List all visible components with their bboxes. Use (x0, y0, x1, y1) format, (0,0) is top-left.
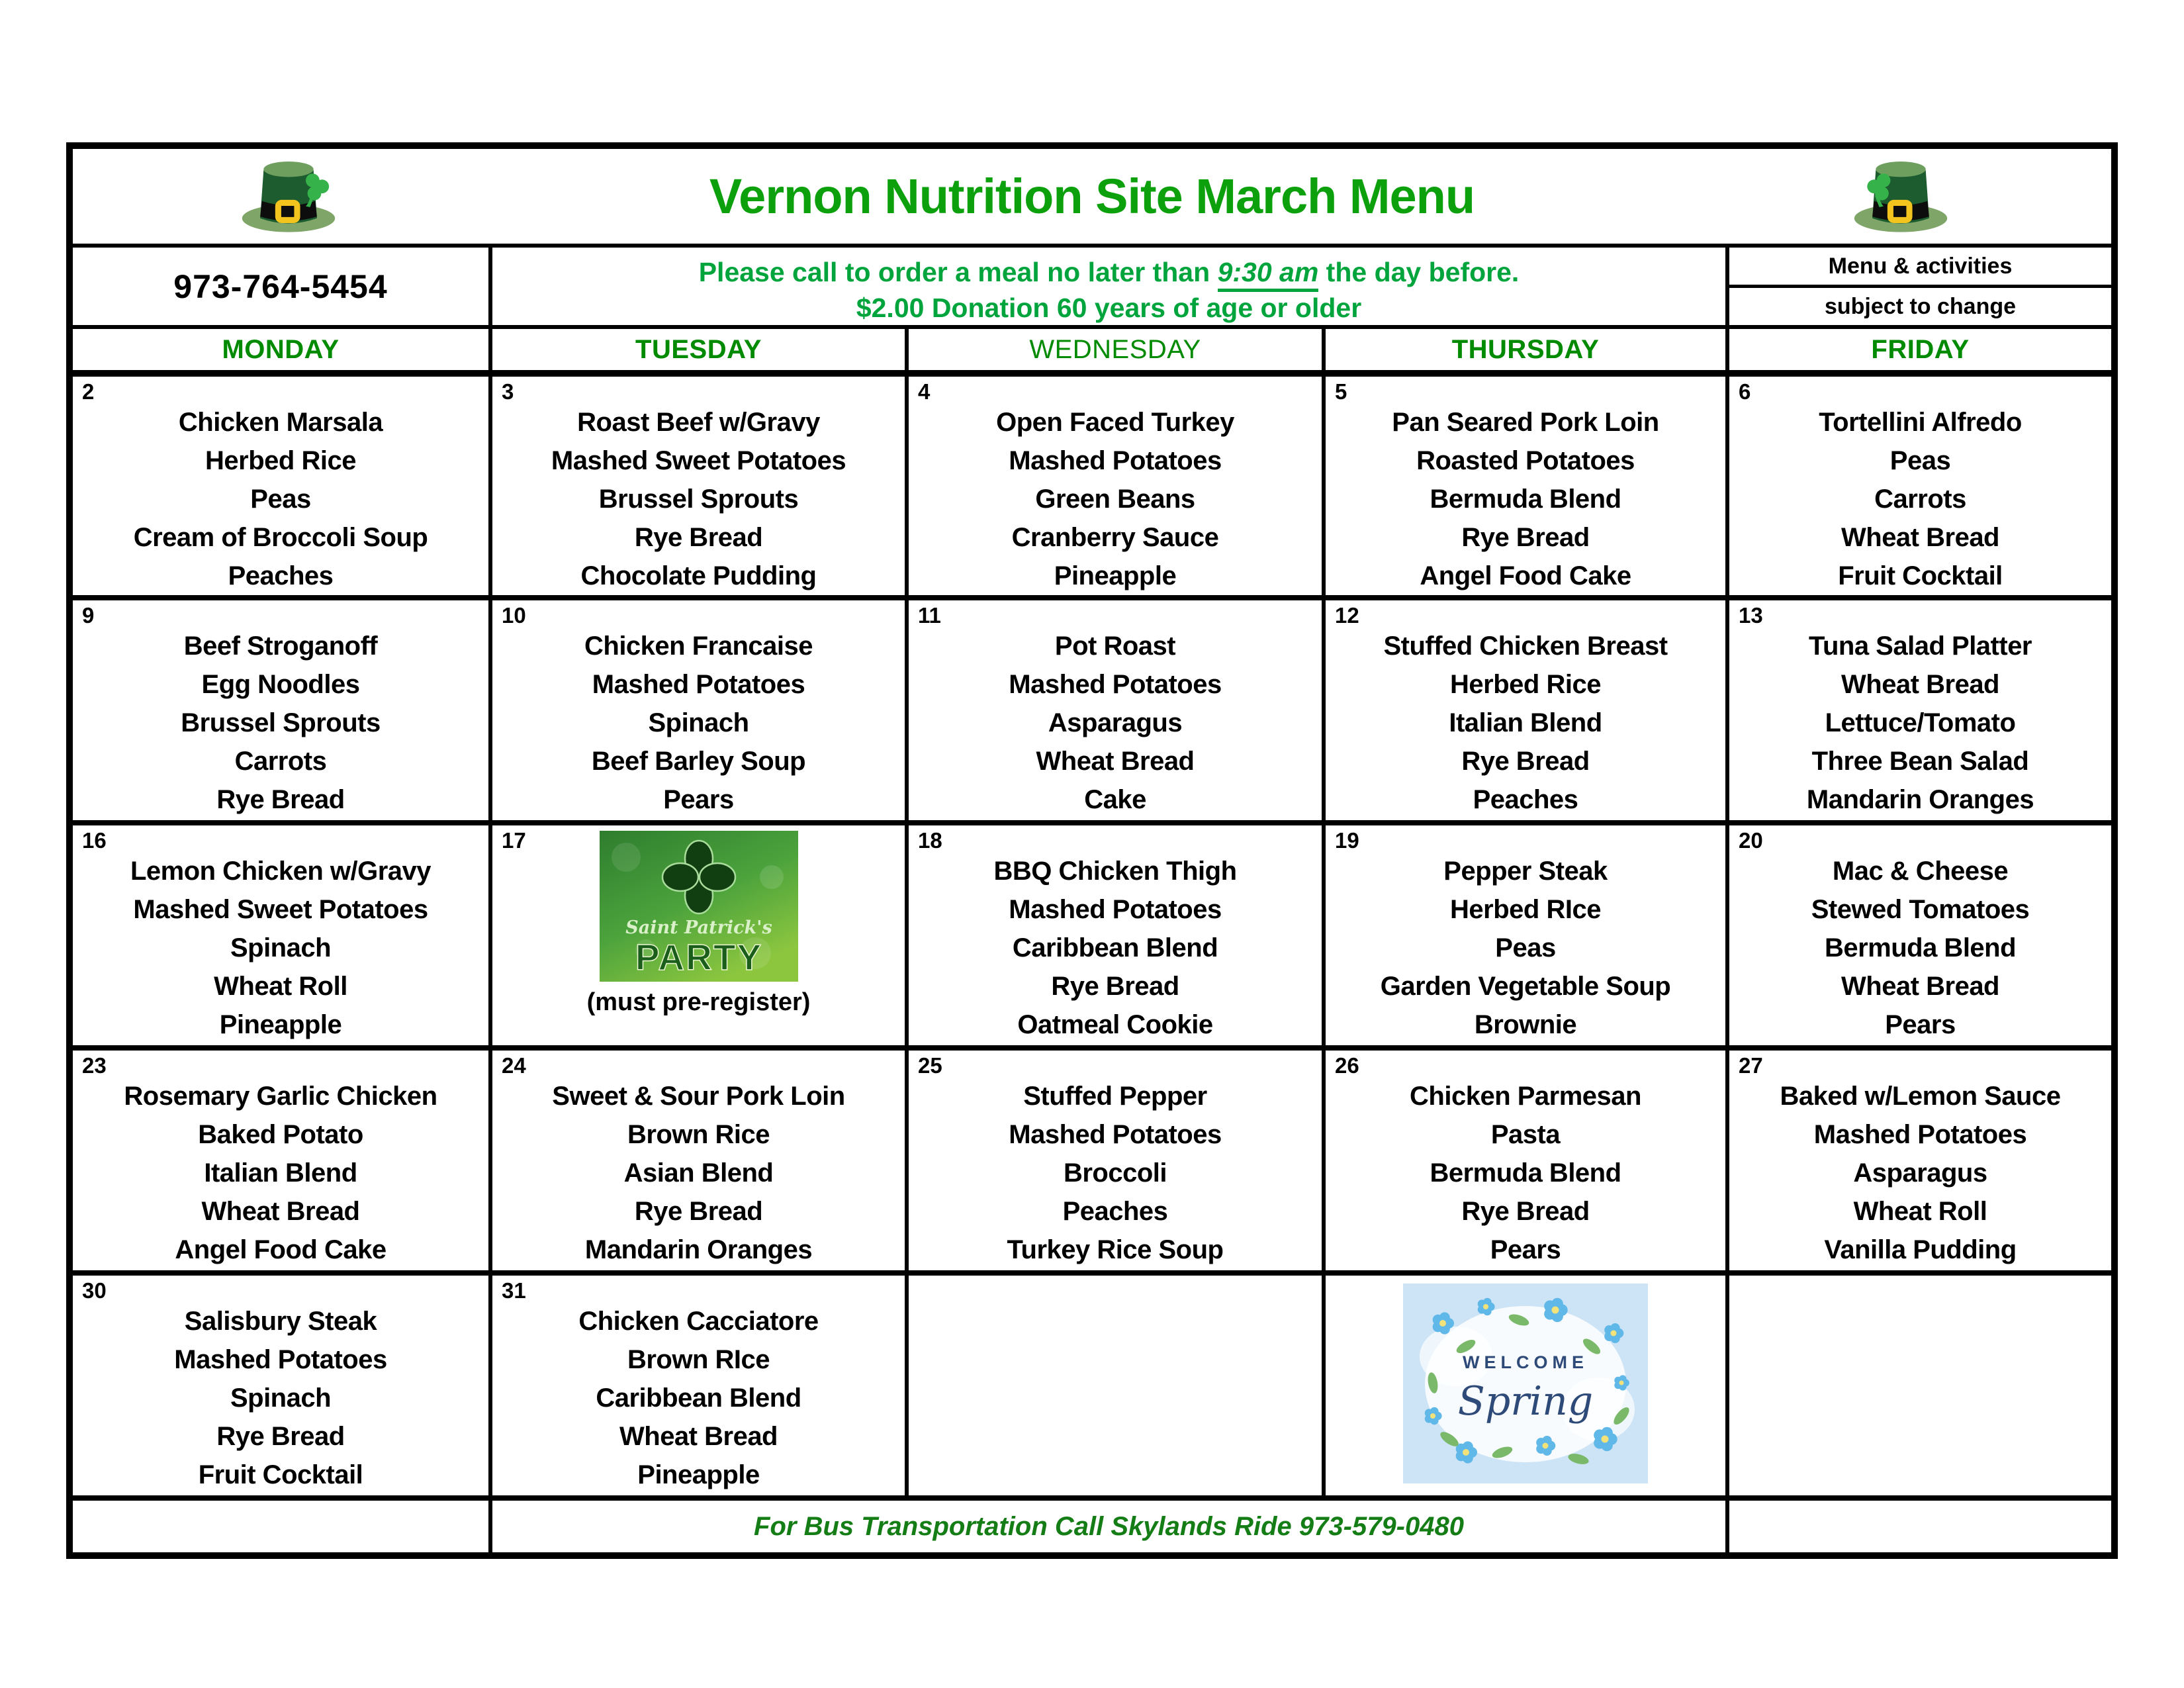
meal-item: Green Beans (1035, 485, 1195, 514)
meal-item: Bermuda Blend (1824, 933, 2017, 962)
meal-item: Peaches (1062, 1197, 1168, 1226)
call-deadline-time: 9:30 am (1218, 257, 1319, 292)
meal-items (1326, 600, 1725, 819)
meal-item: Wheat Roll (214, 972, 347, 1001)
day-number: 20 (1739, 828, 1763, 853)
meal-item: Spinach (230, 1383, 332, 1413)
meal-item: Mashed Potatoes (592, 670, 805, 699)
meal-item: Angel Food Cake (1420, 561, 1631, 590)
meal-item: Pepper Steak (1443, 857, 1608, 886)
menu-cell-day-16 (73, 820, 488, 1045)
meal-item: Vanilla Pudding (1824, 1235, 2017, 1264)
meal-items (909, 377, 1322, 595)
day-number: 30 (82, 1278, 107, 1303)
meal-item: Mashed Potatoes (1009, 895, 1222, 924)
meal-item: Lettuce/Tomato (1825, 708, 2016, 737)
meal-item: Carrots (234, 747, 327, 776)
meal-item: Peas (1495, 933, 1556, 962)
meal-items (1326, 1051, 1725, 1269)
meal-item: Mashed Potatoes (1009, 446, 1222, 475)
bus-transportation-note: For Bus Transportation Call Skylands Ride 973-579-0480 (754, 1511, 1464, 1541)
meal-item: Caribbean Blend (1012, 933, 1218, 962)
meal-item: Wheat Roll (1853, 1197, 1987, 1226)
meal-item: Wheat Bread (619, 1422, 778, 1451)
svg-text:WELCOME: WELCOME (1463, 1352, 1588, 1372)
meal-items (492, 600, 905, 819)
meal-item: Broccoli (1063, 1158, 1167, 1188)
meal-items (909, 825, 1322, 1044)
meal-item: Peas (250, 485, 311, 514)
meal-item: Chicken Francaise (584, 632, 813, 661)
meal-item: Brussel Sprouts (181, 708, 381, 737)
page-title: Vernon Nutrition Site March Menu (709, 169, 1475, 224)
menu-cell-day-5 (1322, 370, 1725, 595)
meal-items (1729, 825, 2111, 1044)
meal-item: Rye Bread (634, 1197, 763, 1226)
meal-item: Lemon Chicken w/Gravy (130, 857, 432, 886)
meal-item: Italian Blend (1449, 708, 1602, 737)
menu-cell-day-31 (488, 1270, 905, 1495)
saint-patricks-party-image (600, 831, 798, 982)
note-line-2: subject to change (1729, 285, 2111, 325)
meal-items (1729, 600, 2111, 819)
meal-item: Brown Rice (627, 1120, 770, 1149)
day-header-tuesday: TUESDAY (488, 325, 905, 370)
menu-table (66, 142, 2118, 1559)
day-number: 16 (82, 828, 107, 853)
meal-item: Cream of Broccoli Soup (133, 523, 428, 552)
meal-item: Brownie (1474, 1010, 1577, 1039)
meal-items (909, 1051, 1322, 1269)
day-number: 6 (1739, 379, 1751, 404)
day-header-monday: MONDAY (73, 325, 488, 370)
meal-items (73, 1276, 488, 1494)
phone-cell (73, 244, 488, 325)
meal-item: Tortellini Alfredo (1819, 408, 2022, 437)
meal-item: Beef Barley Soup (591, 747, 806, 776)
meal-item: Turkey Rice Soup (1007, 1235, 1224, 1264)
menu-cell-day-9 (73, 595, 488, 820)
meal-items (492, 1051, 905, 1269)
menu-cell-day-11 (905, 595, 1322, 820)
menu-cell-day-25 (905, 1045, 1322, 1270)
meal-item: Mashed Sweet Potatoes (133, 895, 428, 924)
day-number: 4 (918, 379, 931, 404)
meal-items (492, 377, 905, 595)
meal-items (73, 377, 488, 595)
meal-item: Pineapple (1054, 561, 1177, 590)
meal-item: Sweet & Sour Pork Loin (552, 1082, 845, 1111)
meal-item: Italian Blend (204, 1158, 357, 1188)
subject-to-change-cell (1725, 244, 2111, 325)
leprechaun-hat-icon (1843, 153, 1959, 239)
meal-item: Pears (663, 785, 734, 814)
meal-item: Rye Bread (1051, 972, 1179, 1001)
day-number: 13 (1739, 603, 1763, 628)
meal-item: Asian Blend (623, 1158, 774, 1188)
meal-item: Oatmeal Cookie (1017, 1010, 1213, 1039)
menu-cell-day-19 (1322, 820, 1725, 1045)
donation-line: $2.00 Donation 60 years of age or older (856, 293, 1362, 323)
menu-cell-day-18 (905, 820, 1322, 1045)
party-caption: (must pre-register) (586, 988, 811, 1016)
meal-item: Beef Stroganoff (183, 632, 378, 661)
menu-cell-day-2 (73, 370, 488, 595)
meal-item: Roast Beef w/Gravy (577, 408, 820, 437)
meal-item: Rye Bread (1461, 1197, 1590, 1226)
menu-cell-day-24 (488, 1045, 905, 1270)
meal-item: Salisbury Steak (184, 1307, 377, 1336)
meal-item: Peas (1889, 446, 1951, 475)
day-number: 11 (918, 603, 941, 628)
note-line-1: Menu & activities (1828, 253, 2013, 279)
meal-item: Pineapple (219, 1010, 342, 1039)
meal-item: Herbed RIce (1450, 895, 1601, 924)
meal-item: Asparagus (1853, 1158, 1987, 1188)
meal-item: Pan Seared Pork Loin (1392, 408, 1659, 437)
menu-cell-day-13 (1725, 595, 2111, 820)
day-number: 24 (502, 1053, 526, 1078)
meal-item: Egg Noodles (201, 670, 360, 699)
meal-item: Asparagus (1048, 708, 1183, 737)
meal-item: Baked Potato (198, 1120, 363, 1149)
day-number: 5 (1335, 379, 1347, 404)
meal-item: Pineapple (637, 1460, 760, 1489)
day-number: 9 (82, 603, 95, 628)
meal-item: Wheat Bread (201, 1197, 360, 1226)
meal-item: Mashed Potatoes (1009, 670, 1222, 699)
meal-item: Stewed Tomatoes (1811, 895, 2030, 924)
meal-item: Mac & Cheese (1832, 857, 2009, 886)
day-number: 23 (82, 1053, 107, 1078)
meal-item: Rye Bread (1461, 523, 1590, 552)
meal-item: Pears (1490, 1235, 1561, 1264)
meal-item: BBQ Chicken Thigh (993, 857, 1237, 886)
menu-cell-day-10 (488, 595, 905, 820)
meal-item: Wheat Bread (1841, 523, 1999, 552)
meal-item: Peaches (1473, 785, 1578, 814)
footer-right-cell (1725, 1495, 2111, 1552)
meal-item: Caribbean Blend (596, 1383, 801, 1413)
meal-item: Three Bean Salad (1811, 747, 2029, 776)
day-number: 31 (502, 1278, 526, 1303)
meal-item: Bermuda Blend (1430, 1158, 1621, 1188)
footer-cell (488, 1495, 1725, 1552)
day-number: 25 (918, 1053, 942, 1078)
meal-items (1729, 1051, 2111, 1269)
menu-cell-day-12 (1322, 595, 1725, 820)
welcome-spring-image (1403, 1284, 1648, 1483)
meal-item: Fruit Cocktail (1838, 561, 2003, 590)
day-number: 17 (502, 828, 526, 853)
day-number: 27 (1739, 1053, 1763, 1078)
meal-item: Stuffed Chicken Breast (1383, 632, 1668, 661)
meal-item: Pears (1885, 1010, 1956, 1039)
meal-item: Wheat Bread (1841, 670, 1999, 699)
meal-item: Tuna Salad Platter (1808, 632, 2032, 661)
call-instruction-line: Please call to order a meal no later than 9:30 am the day before. (492, 254, 1725, 290)
meal-items (909, 600, 1322, 819)
meal-item: Rye Bread (1461, 747, 1590, 776)
day-number: 12 (1335, 603, 1359, 628)
menu-cell-day-17 (488, 820, 905, 1045)
menu-cell-day-w5c4 (1322, 1270, 1725, 1495)
meal-item: Spinach (648, 708, 749, 737)
meal-item: Spinach (230, 933, 332, 962)
meal-items (73, 600, 488, 819)
day-number: 18 (918, 828, 942, 853)
day-number: 19 (1335, 828, 1359, 853)
menu-cell-day-27 (1725, 1045, 2111, 1270)
day-number: 26 (1335, 1053, 1359, 1078)
menu-cell-day-3 (488, 370, 905, 595)
day-header-thursday: THURSDAY (1322, 325, 1725, 370)
meal-item: Herbed Rice (1450, 670, 1601, 699)
meal-items (1326, 825, 1725, 1044)
day-header-wednesday: WEDNESDAY (905, 325, 1322, 370)
menu-cell-day-w5c5 (1725, 1270, 2111, 1495)
meal-item: Brown RIce (627, 1345, 770, 1374)
meal-items (1326, 377, 1725, 595)
svg-text:Saint Patrick's: Saint Patrick's (625, 917, 772, 938)
meal-item: Garden Vegetable Soup (1380, 972, 1671, 1001)
phone-number: 973-764-5454 (173, 267, 388, 305)
meal-items (73, 825, 488, 1044)
meal-item: Chicken Marsala (178, 408, 383, 437)
meal-item: Mashed Potatoes (174, 1345, 387, 1374)
menu-cell-day-30 (73, 1270, 488, 1495)
meal-item: Rosemary Garlic Chicken (124, 1082, 437, 1111)
meal-item: Cake (1084, 785, 1146, 814)
meal-item: Brussel Sprouts (598, 485, 799, 514)
menu-cell-day-6 (1725, 370, 2111, 595)
meal-item: Wheat Bread (1036, 747, 1195, 776)
leprechaun-hat-icon (230, 153, 347, 239)
meal-item: Mandarin Oranges (1806, 785, 2034, 814)
meal-item: Bermuda Blend (1430, 485, 1621, 514)
day-number: 10 (502, 603, 526, 628)
meal-item: Pot Roast (1054, 632, 1176, 661)
footer-left-cell (73, 1495, 488, 1552)
meal-items (1729, 377, 2111, 595)
meal-item: Peaches (228, 561, 334, 590)
title-row (73, 149, 2111, 244)
meal-item: Fruit Cocktail (198, 1460, 363, 1489)
menu-cell-day-23 (73, 1045, 488, 1270)
day-number: 3 (502, 379, 514, 404)
meal-item: Herbed Rice (205, 446, 356, 475)
meal-item: Rye Bread (634, 523, 763, 552)
meal-item: Chicken Parmesan (1410, 1082, 1641, 1111)
meal-items (73, 1051, 488, 1269)
meal-items (492, 1276, 905, 1494)
meal-item: Rye Bread (216, 1422, 345, 1451)
meal-item: Open Faced Turkey (996, 408, 1234, 437)
meal-item: Chocolate Pudding (580, 561, 817, 590)
meal-item: Baked w/Lemon Sauce (1780, 1082, 2061, 1111)
day-header-friday: FRIDAY (1725, 325, 2111, 370)
menu-cell-day-20 (1725, 820, 2111, 1045)
meal-item: Stuffed Pepper (1023, 1082, 1207, 1111)
meal-item: Mashed Sweet Potatoes (551, 446, 846, 475)
day-number: 2 (82, 379, 95, 404)
meal-item: Rye Bread (216, 785, 345, 814)
svg-text:Spring: Spring (1457, 1378, 1594, 1425)
meal-item: Angel Food Cake (175, 1235, 387, 1264)
call-instructions-cell (488, 244, 1725, 325)
meal-item: Cranberry Sauce (1011, 523, 1219, 552)
meal-item: Carrots (1874, 485, 1966, 514)
meal-item: Roasted Potatoes (1416, 446, 1635, 475)
meal-item: Pasta (1490, 1120, 1561, 1149)
svg-text:PARTY: PARTY (635, 937, 762, 978)
meal-item: Mashed Potatoes (1009, 1120, 1222, 1149)
meal-item: Mashed Potatoes (1813, 1120, 2027, 1149)
meal-item: Chicken Cacciatore (578, 1307, 819, 1336)
menu-cell-day-26 (1322, 1045, 1725, 1270)
menu-cell-day-4 (905, 370, 1322, 595)
menu-cell-day-w5c3 (905, 1270, 1322, 1495)
meal-item: Wheat Bread (1841, 972, 1999, 1001)
meal-item: Mandarin Oranges (584, 1235, 813, 1264)
